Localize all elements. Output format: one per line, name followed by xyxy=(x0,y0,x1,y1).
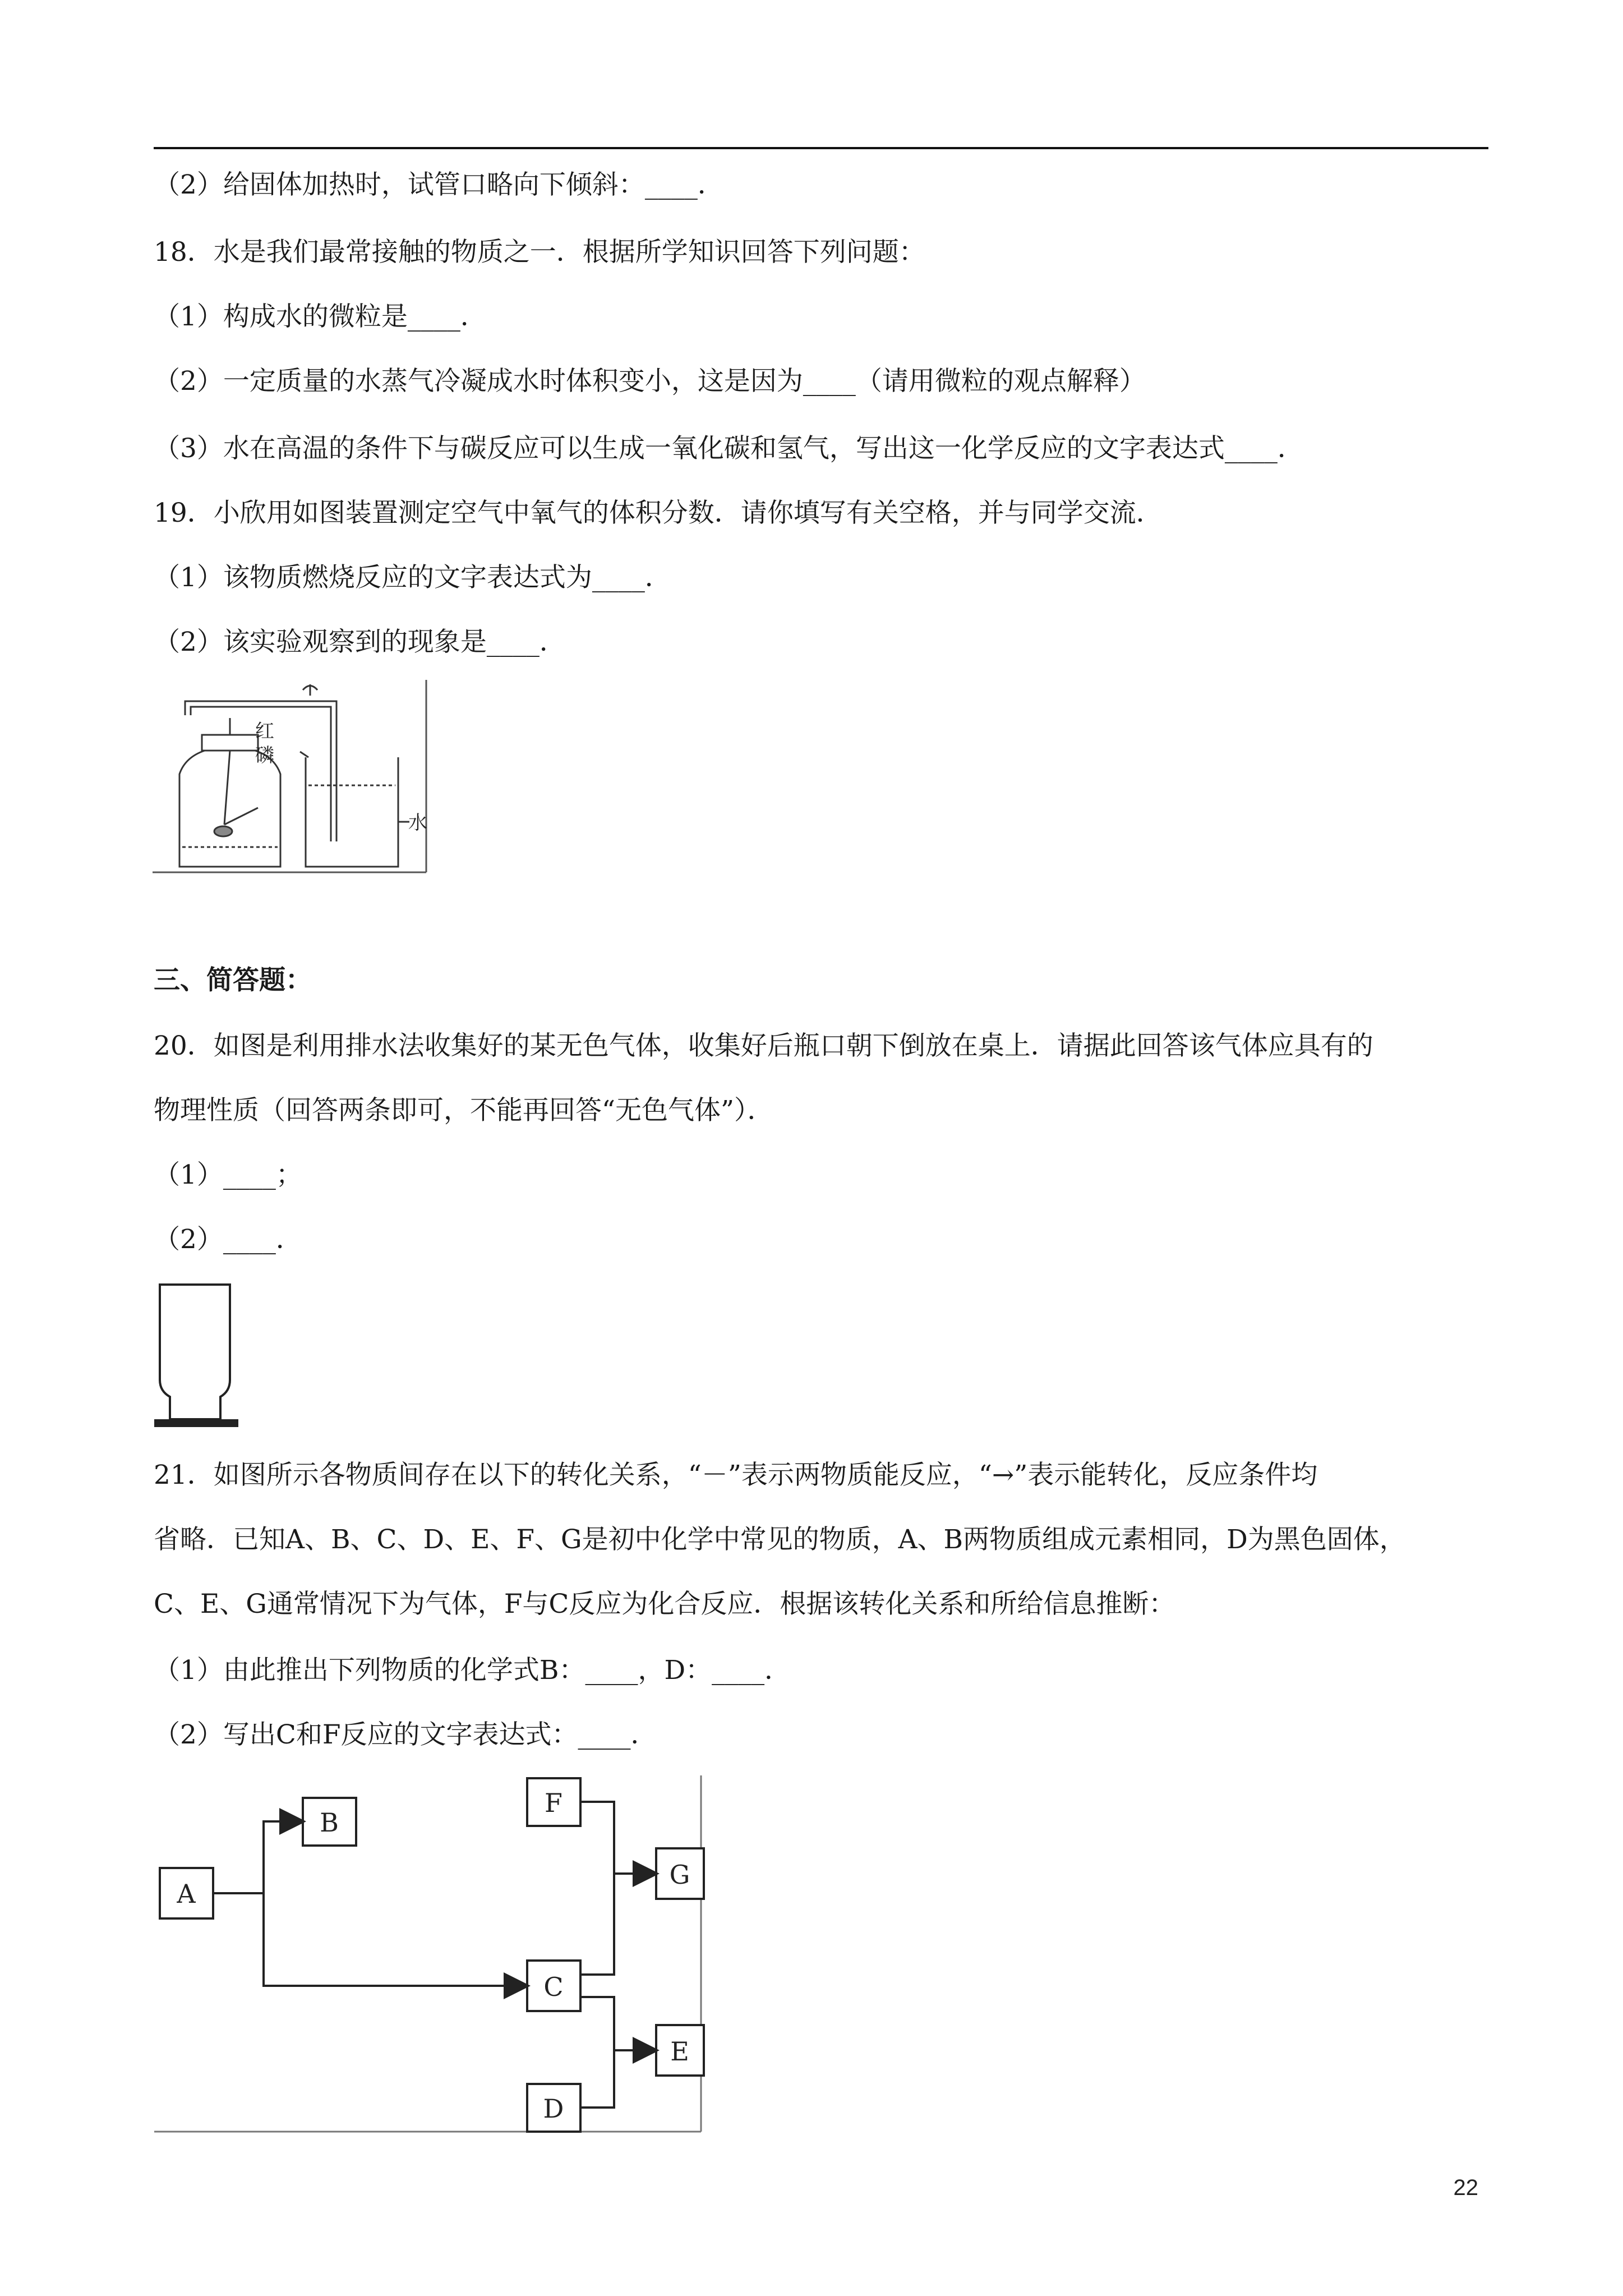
q18-stem: 18．水是我们最常接触的物质之一．根据所学知识回答下列问题： xyxy=(154,237,925,268)
q21-stem-1: 21．如图所示各物质间存在以下的转化关系，“－”表示两物质能反应，“→”表示能转化，反应条件均 xyxy=(154,1460,1318,1490)
q21-part2: （2）写出C和F反应的文字表达式：____． xyxy=(154,1719,657,1750)
q18-part2: （2）一定质量的水蒸气冷凝成水时体积变小，这是因为____（请用微粒的观点解释） xyxy=(154,366,1146,397)
edge-f-c-bracket xyxy=(580,1802,614,1975)
node-c-label: C xyxy=(543,1972,564,2002)
node-a-label: A xyxy=(177,1879,196,1909)
node-d-label: D xyxy=(543,2093,564,2124)
q20-part1: （1）____； xyxy=(154,1159,302,1190)
combustion-spoon xyxy=(214,718,258,836)
q20-stem-2: 物理性质（回答两条即可，不能再回答“无色气体”）． xyxy=(154,1095,774,1126)
q19-part1: （1）该物质燃烧反应的文字表达式为____． xyxy=(154,562,671,593)
section-short-answer: 三、简答题： xyxy=(154,965,312,996)
figure-21-conversion-diagram xyxy=(151,1773,712,2143)
node-e-label: E xyxy=(670,2036,689,2067)
q17-part2: （2）给固体加热时，试管口略向下倾斜：____． xyxy=(154,169,724,200)
q18-part1: （1）构成水的微粒是____． xyxy=(154,301,487,332)
label-red: 红 xyxy=(255,720,274,743)
node-b-label: B xyxy=(320,1807,339,1838)
q21-part1: （1）由此推出下列物质的化学式B：____，D：____． xyxy=(154,1655,791,1686)
label-water: 水 xyxy=(408,812,427,834)
header-rule xyxy=(154,147,1488,149)
beaker xyxy=(300,752,409,867)
q20-part2: （2）____． xyxy=(154,1224,302,1255)
q18-part3: （3）水在高温的条件下与碳反应可以生成一氧化碳和氢气，写出这一化学反应的文字表达式____． xyxy=(154,433,1304,464)
clamp xyxy=(303,684,317,696)
node-g-label: G xyxy=(669,1860,690,1890)
label-phosphorus: 磷 xyxy=(255,744,274,767)
page-number: 22 xyxy=(1453,2175,1478,2200)
edge-a-c xyxy=(264,1893,526,1986)
node-f-label: F xyxy=(545,1788,562,1818)
edge-c-d-bracket xyxy=(580,1997,614,2108)
q20-stem-1: 20．如图是利用排水法收集好的某无色气体，收集好后瓶口朝下倒放在桌上．请据此回答该气体应具有的 xyxy=(154,1030,1373,1061)
q19-stem: 19．小欣用如图装置测定空气中氧气的体积分数．请你填写有关空格，并与同学交流． xyxy=(154,498,1163,528)
q21-stem-2: 省略．已知A、B、C、D、E、F、G是初中化学中常见的物质，A、B两物质组成元素相同，D为黑色固体， xyxy=(154,1524,1406,1555)
edge-a-b xyxy=(264,1821,302,1893)
figure-20-inverted-bottle xyxy=(154,1282,244,1439)
q19-part2: （2）该实验观察到的现象是____． xyxy=(154,627,566,657)
figure-19-apparatus xyxy=(151,679,432,881)
q21-stem-3: C、E、G通常情况下为气体，F与C反应为化合反应．根据该转化关系和所给信息推断： xyxy=(154,1589,1175,1619)
